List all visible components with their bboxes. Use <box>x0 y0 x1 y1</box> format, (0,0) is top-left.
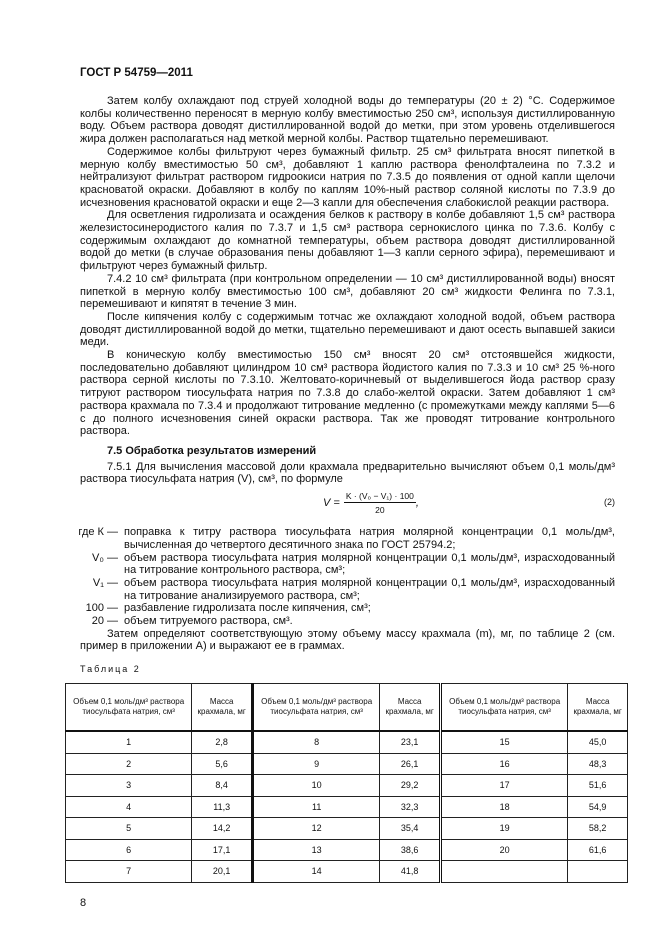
table-cell: 48,3 <box>568 753 628 775</box>
definition-text: объем раствора тиосульфата натрия молярной концентрации 0,1 моль/дм³, израсходованный на титрование контрольного раствора, см³; <box>124 551 615 577</box>
page-number: 8 <box>80 896 87 909</box>
column-header: Объем 0,1 моль/дм³ раствора тиосульфата натрия, см³ <box>66 684 192 732</box>
table-row <box>66 796 628 818</box>
table-header-row <box>66 684 628 732</box>
table-cell <box>568 861 628 883</box>
table-cell: 13 <box>252 839 379 861</box>
table-cell: 19 <box>440 818 567 840</box>
paragraph: Затем определяют соответствующую этому объему массу крахмала (m), мг, по таблице 2 (см. пример в приложении А) и выражают ее в граммах. <box>80 627 615 653</box>
definition-item <box>80 577 615 602</box>
formula-tail: , <box>415 496 419 509</box>
table-cell: 2,8 <box>192 731 253 753</box>
table-cell: 3 <box>66 775 192 797</box>
table-cell <box>440 861 567 883</box>
table-cell: 41,8 <box>380 861 441 883</box>
table-row <box>66 861 628 883</box>
definition-item <box>80 602 615 615</box>
table-cell: 32,3 <box>380 796 441 818</box>
paragraph: Затем колбу охлаждают под струей холодной воды до температуры (20 ± 2) °С. Содержимое колбы количественно переносят в мерную колбу вместимостью 250 см³, используя дистиллированную воду. Объем раствора доводят дистиллированной водой до метки, при этом уровень отделившегося жира должен располагаться над меткой мерной колбы. Раствор тщательно перемешивают. <box>80 95 615 146</box>
table-cell: 58,2 <box>568 818 628 840</box>
table-cell: 11 <box>252 796 379 818</box>
table-cell: 14,2 <box>192 818 253 840</box>
table-cell: 26,1 <box>380 753 441 775</box>
table-cell: 1 <box>66 731 192 753</box>
starch-table <box>65 683 628 883</box>
paragraph: Для осветления гидролизата и осаждения белков к раствору в колбе добавляют 1,5 см³ раствора железистосинеродистого калия по 7.3.7 и 1,5 см³ раствора сернокислого цинка по 7.3.6. Колбу с содержимым охлаждают до комнатной температуры, объем раствора доводят дистиллированной водой до метки (в случае образования пены добавляют 1—3 капли серного эфира), перемешивают и фильтруют через бумажный фильтр. <box>80 209 615 273</box>
table-cell: 61,6 <box>568 839 628 861</box>
table-cell: 8,4 <box>192 775 253 797</box>
column-header: Масса крахмала, мг <box>380 684 441 732</box>
table-cell: 23,1 <box>380 731 441 753</box>
paragraph: После кипячения колбу с содержимым тотчас же охлаждают холодной водой, объем раствора доводят дистиллированной водой до метки, тщательно перемешивают и дают осесть выпавшей закиси меди. <box>80 310 615 349</box>
table-caption: Таблица 2 <box>80 664 141 675</box>
table-cell: 54,9 <box>568 796 628 818</box>
table-cell: 51,6 <box>568 775 628 797</box>
definition-key: 20 — <box>91 615 118 628</box>
definition-text: объем раствора тиосульфата натрия молярной концентрации 0,1 моль/дм³, израсходованный на титрование анализируемого раствора, см³; <box>124 576 615 602</box>
paragraph: 7.4.2 10 см³ фильтрата (при контрольном определении — 10 см³ дистиллированной воды) вносят пипеткой в мерную колбу вместимостью 100 см³, добавляют 20 см³ жидкости Фелинга по 7.3.1, перемешивают и кипятят в течение 3 мин. <box>80 272 615 311</box>
table-cell: 15 <box>440 731 567 753</box>
table-cell: 4 <box>66 796 192 818</box>
table-cell: 45,0 <box>568 731 628 753</box>
table-cell: 12 <box>252 818 379 840</box>
definition-text: поправка к титру раствора тиосульфата натрия молярной концентрации 0,1 моль/дм³, вычисленная до четвертого десятичного знака по ГОСТ 25794.2; <box>124 526 615 551</box>
definition-key: 100 — <box>85 602 118 615</box>
table-cell: 20,1 <box>192 861 253 883</box>
table-row <box>66 818 628 840</box>
paragraph: Содержимое колбы фильтруют через бумажный фильтр. 25 см³ фильтрата вносят пипеткой в мерную колбу вместимостью 50 см³, добавляют 1 каплю раствора фенолфталеина по 7.3.2 и нейтрализуют фильтрат раствором гидроокиси натрия по 7.3.5 до появления от одной капли щелочи красноватой окраски. Добавляют в колбу по каплям 10%-ный раствор соляной кислоты по 7.3.9 до исчезновения красноватой окраски и еще 2—3 капли для обеспечения слабокислой реакции раствора. <box>80 145 615 209</box>
formula <box>80 488 615 520</box>
table-cell: 35,4 <box>380 818 441 840</box>
document-body <box>80 95 615 653</box>
definitions-list <box>80 526 615 628</box>
definition-item <box>80 526 615 551</box>
column-header: Объем 0,1 моль/дм³ раствора тиосульфата натрия, см³ <box>440 684 567 732</box>
formula-number: (2) <box>604 497 615 508</box>
table-row <box>66 839 628 861</box>
table-cell: 17,1 <box>192 839 253 861</box>
column-header: Объем 0,1 моль/дм³ раствора тиосульфата натрия, см³ <box>252 684 379 732</box>
column-header: Масса крахмала, мг <box>192 684 253 732</box>
table-cell: 10 <box>252 775 379 797</box>
table-cell: 2 <box>66 753 192 775</box>
table-row <box>66 775 628 797</box>
column-header: Масса крахмала, мг <box>568 684 628 732</box>
definition-text: разбавление гидролизата после кипячения, см³; <box>124 602 371 615</box>
formula-numerator: K · (V₀ − V₁) · 100 <box>345 491 414 502</box>
table-cell: 17 <box>440 775 567 797</box>
definition-text: объем титруемого раствора, см³. <box>124 615 293 628</box>
definition-key: V₀ — <box>92 551 118 564</box>
section-title: 7.5 Обработка результатов измерений <box>107 444 317 457</box>
document-header: ГОСТ Р 54759—2011 <box>80 67 193 79</box>
formula-denominator: 20 <box>375 505 385 516</box>
definition-item <box>80 615 615 628</box>
table-row <box>66 753 628 775</box>
formula-fraction <box>344 491 416 515</box>
definition-key: где К — <box>78 526 118 539</box>
table-cell: 7 <box>66 861 192 883</box>
table-cell: 5,6 <box>192 753 253 775</box>
table-row <box>66 731 628 753</box>
table-cell: 29,2 <box>380 775 441 797</box>
table-cell: 6 <box>66 839 192 861</box>
paragraph: 7.5.1 Для вычисления массовой доли крахмала предварительно вычисляют объем 0,1 моль/дм³ раствора тиосульфата натрия (V), см³, по формуле <box>80 460 615 486</box>
table-cell: 8 <box>252 731 379 753</box>
table-cell: 9 <box>252 753 379 775</box>
formula-lhs: V = <box>323 496 340 509</box>
table-cell: 11,3 <box>192 796 253 818</box>
table-cell: 18 <box>440 796 567 818</box>
table-cell: 5 <box>66 818 192 840</box>
table-cell: 38,6 <box>380 839 441 861</box>
table-cell: 16 <box>440 753 567 775</box>
definition-key: V₁ — <box>92 576 118 589</box>
table-cell: 20 <box>440 839 567 861</box>
paragraph: В коническую колбу вместимостью 150 см³ вносят 20 см³ отстоявшейся жидкости, последовательно добавляют цилиндром 10 см³ раствора йодистого калия по 7.3.3 и 10 см³ 25 %-ного раствора серной кислоты по 7.3.10. Желтовато-коричневый от выделившегося йода раствор сразу титруют раствором тиосульфата натрия по 7.3.8 до слабо-желтой окраски. Затем добавляют 1 см³ раствора крахмала по 7.3.4 и продолжают титрование медленно (с промежутками между каплями 5—6 с до полного исчезновения синей окраски раствора. Так же проводят титрование контрольного раствора. <box>80 349 615 438</box>
table-cell: 14 <box>252 861 379 883</box>
definition-item <box>80 552 615 577</box>
